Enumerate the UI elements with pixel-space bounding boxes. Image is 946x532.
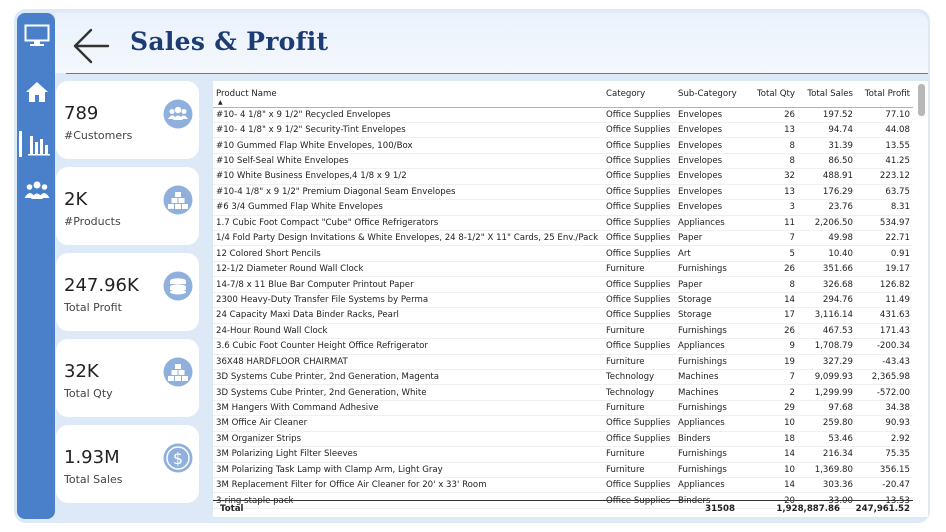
- cell-product-name: 12 Colored Short Pencils: [213, 246, 603, 261]
- table-row[interactable]: [213, 308, 913, 323]
- table-row[interactable]: [213, 323, 913, 338]
- cell-total-qty: 8: [744, 138, 798, 153]
- cell-product-name: 3D Systems Cube Printer, 2nd Generation, White: [213, 385, 603, 400]
- cell-category: Office Supplies: [603, 308, 675, 323]
- kpi-value: 2K: [64, 189, 88, 210]
- cell-total-qty: 18: [744, 431, 798, 446]
- cell-total-sales: 259.80: [798, 416, 856, 431]
- cell-category: Office Supplies: [603, 184, 675, 199]
- cell-total-qty: 29: [744, 400, 798, 415]
- cell-total-sales: 303.36: [798, 478, 856, 493]
- profit-icon: [163, 271, 193, 301]
- cell-category: Office Supplies: [603, 138, 675, 153]
- cell-category: Furniture: [603, 323, 675, 338]
- col-header-sub-category[interactable]: Sub-Category: [675, 81, 744, 107]
- col-header-category[interactable]: Category: [603, 81, 675, 107]
- svg-text:$: $: [172, 449, 184, 468]
- cell-total-sales: 97.68: [798, 400, 856, 415]
- cell-sub-category: Paper: [675, 277, 744, 292]
- cell-sub-category: Storage: [675, 292, 744, 307]
- cell-total-sales: 31.39: [798, 138, 856, 153]
- cell-category: Technology: [603, 369, 675, 384]
- cell-total-qty: 32: [744, 169, 798, 184]
- cell-total-qty: 26: [744, 261, 798, 276]
- cell-total-profit: 75.35: [856, 447, 913, 462]
- cell-sub-category: Envelopes: [675, 122, 744, 137]
- cell-product-name: 3.6 Cubic Foot Counter Height Office Refrigerator: [213, 339, 603, 354]
- cell-product-name: 3-ring staple pack: [213, 493, 603, 508]
- table-row[interactable]: [213, 261, 913, 276]
- cell-category: Office Supplies: [603, 292, 675, 307]
- cell-total-profit: 2.92: [856, 431, 913, 446]
- col-header-total-profit[interactable]: Total Profit: [856, 81, 913, 107]
- cell-category: Office Supplies: [603, 215, 675, 230]
- total-sales: 1,928,887.86: [776, 504, 840, 514]
- cell-category: Office Supplies: [603, 246, 675, 261]
- table-total-row: [213, 500, 913, 517]
- table-row[interactable]: [213, 122, 913, 137]
- cell-total-qty: 11: [744, 215, 798, 230]
- cell-category: Office Supplies: [603, 277, 675, 292]
- cell-category: Office Supplies: [603, 339, 675, 354]
- table-row[interactable]: [213, 153, 913, 168]
- cell-product-name: #10- 4 1/8" x 9 1/2" Security-Tint Envelopes: [213, 122, 603, 137]
- cell-total-profit: 63.75: [856, 184, 913, 199]
- cell-category: Office Supplies: [603, 200, 675, 215]
- cell-total-profit: 431.63: [856, 308, 913, 323]
- kpi-value: 32K: [64, 361, 99, 382]
- cell-product-name: 2300 Heavy-Duty Transfer File Systems by Perma: [213, 292, 603, 307]
- table-row[interactable]: [213, 416, 913, 431]
- product-table: [213, 81, 913, 509]
- cell-sub-category: Envelopes: [675, 184, 744, 199]
- cell-total-profit: 41.25: [856, 153, 913, 168]
- cell-total-qty: 7: [744, 231, 798, 246]
- cell-total-qty: 8: [744, 153, 798, 168]
- cell-category: Office Supplies: [603, 231, 675, 246]
- table-row[interactable]: [213, 339, 913, 354]
- cell-total-qty: 10: [744, 416, 798, 431]
- cell-product-name: #10 Gummed Flap White Envelopes, 100/Box: [213, 138, 603, 153]
- table-row[interactable]: [213, 400, 913, 415]
- cell-category: Furniture: [603, 400, 675, 415]
- cell-total-qty: 8: [744, 277, 798, 292]
- cell-sub-category: Machines: [675, 369, 744, 384]
- cell-sub-category: Furnishings: [675, 400, 744, 415]
- header-divider: [66, 73, 928, 74]
- cell-product-name: 3M Polarizing Task Lamp with Clamp Arm, Light Gray: [213, 462, 603, 477]
- cell-product-name: #10 White Business Envelopes,4 1/8 x 9 1/2: [213, 169, 603, 184]
- table-row[interactable]: [213, 231, 913, 246]
- cell-total-sales: 327.29: [798, 354, 856, 369]
- table-row[interactable]: [213, 369, 913, 384]
- cell-total-sales: 3,116.14: [798, 308, 856, 323]
- cell-product-name: 1.7 Cubic Foot Compact "Cube" Office Refrigerators: [213, 215, 603, 230]
- table-header-row: [213, 81, 913, 107]
- cell-total-sales: 9,099.93: [798, 369, 856, 384]
- table-row[interactable]: [213, 462, 913, 477]
- cell-total-profit: 126.82: [856, 277, 913, 292]
- bar-chart-icon[interactable]: [19, 131, 53, 157]
- cell-sub-category: Appliances: [675, 339, 744, 354]
- col-header-label: Product Name: [216, 88, 277, 99]
- table-row[interactable]: [213, 169, 913, 184]
- kpi-card-products: [56, 167, 199, 245]
- cell-total-sales: 467.53: [798, 323, 856, 338]
- cell-total-sales: 176.29: [798, 184, 856, 199]
- cell-total-qty: 3: [744, 200, 798, 215]
- cell-sub-category: Envelopes: [675, 169, 744, 184]
- products-icon: [163, 185, 193, 215]
- cell-product-name: 3M Hangers With Command Adhesive: [213, 400, 603, 415]
- kpi-label: Total Qty: [64, 387, 113, 400]
- cell-sub-category: Envelopes: [675, 200, 744, 215]
- cell-sub-category: Furnishings: [675, 323, 744, 338]
- table-row[interactable]: [213, 354, 913, 369]
- cell-category: Office Supplies: [603, 416, 675, 431]
- cell-total-profit: 44.08: [856, 122, 913, 137]
- kpi-label: Total Sales: [64, 473, 123, 486]
- cell-category: Office Supplies: [603, 122, 675, 137]
- back-arrow-icon[interactable]: [72, 28, 110, 64]
- cell-total-sales: 1,299.99: [798, 385, 856, 400]
- total-qty: 31508: [705, 504, 735, 514]
- cell-total-sales: 86.50: [798, 153, 856, 168]
- cell-total-profit: 171.43: [856, 323, 913, 338]
- table-row[interactable]: [213, 107, 913, 122]
- cell-category: Office Supplies: [603, 153, 675, 168]
- users-icon[interactable]: [24, 177, 50, 203]
- cell-total-qty: 13: [744, 122, 798, 137]
- kpi-value: 247.96K: [64, 275, 139, 296]
- cell-product-name: 1/4 Fold Party Design Invitations & White Envelopes, 24 8-1/2" X 11" Cards, 25 Env./Pack: [213, 231, 603, 246]
- cell-category: Office Supplies: [603, 478, 675, 493]
- cell-sub-category: Envelopes: [675, 153, 744, 168]
- cell-sub-category: Binders: [675, 431, 744, 446]
- cell-total-profit: -20.47: [856, 478, 913, 493]
- kpi-label: Total Profit: [64, 301, 122, 314]
- cell-total-sales: 94.74: [798, 122, 856, 137]
- table-row[interactable]: [213, 138, 913, 153]
- monitor-icon[interactable]: [24, 23, 50, 49]
- cell-total-qty: 7: [744, 369, 798, 384]
- cell-sub-category: Envelopes: [675, 138, 744, 153]
- cell-product-name: 36X48 HARDFLOOR CHAIRMAT: [213, 354, 603, 369]
- cell-total-sales: 326.68: [798, 277, 856, 292]
- table-row[interactable]: [213, 246, 913, 261]
- cell-product-name: #10- 4 1/8" x 9 1/2" Recycled Envelopes: [213, 107, 603, 122]
- cell-product-name: #10-4 1/8" x 9 1/2" Premium Diagonal Seam Envelopes: [213, 184, 603, 199]
- cell-sub-category: Storage: [675, 308, 744, 323]
- kpi-card-qty: [56, 339, 199, 417]
- cell-sub-category: Machines: [675, 385, 744, 400]
- sort-ascending-icon: ▲: [218, 99, 223, 106]
- cell-product-name: 3M Organizer Strips: [213, 431, 603, 446]
- cell-product-name: #6 3/4 Gummed Flap White Envelopes: [213, 200, 603, 215]
- cell-total-sales: 351.66: [798, 261, 856, 276]
- table-row[interactable]: [213, 478, 913, 493]
- cell-total-profit: 13.53: [856, 493, 913, 508]
- cell-total-qty: 17: [744, 308, 798, 323]
- cell-total-profit: 34.38: [856, 400, 913, 415]
- cell-product-name: 3M Office Air Cleaner: [213, 416, 603, 431]
- cell-total-qty: 14: [744, 478, 798, 493]
- cell-total-qty: 2: [744, 385, 798, 400]
- qty-icon: [163, 357, 193, 387]
- cell-total-qty: 19: [744, 354, 798, 369]
- cell-category: Furniture: [603, 462, 675, 477]
- cell-total-profit: 8.31: [856, 200, 913, 215]
- kpi-card-customers: [56, 81, 199, 159]
- cell-category: Furniture: [603, 261, 675, 276]
- kpi-card-profit: [56, 253, 199, 331]
- cell-sub-category: Furnishings: [675, 447, 744, 462]
- cell-category: Technology: [603, 385, 675, 400]
- cell-total-profit: 22.71: [856, 231, 913, 246]
- cell-total-profit: 19.17: [856, 261, 913, 276]
- kpi-label: #Products: [64, 215, 121, 228]
- cell-sub-category: Binders: [675, 493, 744, 508]
- cell-total-profit: -572.00: [856, 385, 913, 400]
- cell-total-sales: 1,369.80: [798, 462, 856, 477]
- cell-total-profit: 13.55: [856, 138, 913, 153]
- page-title: Sales & Profit: [130, 27, 329, 56]
- cell-category: Furniture: [603, 354, 675, 369]
- table-row[interactable]: [213, 431, 913, 446]
- cell-total-qty: 14: [744, 292, 798, 307]
- cell-total-sales: 33.00: [798, 493, 856, 508]
- cell-total-sales: 488.91: [798, 169, 856, 184]
- cell-product-name: 3D Systems Cube Printer, 2nd Generation, Magenta: [213, 369, 603, 384]
- cell-category: Furniture: [603, 447, 675, 462]
- cell-total-sales: 2,206.50: [798, 215, 856, 230]
- cell-total-qty: 26: [744, 107, 798, 122]
- cell-total-sales: 53.46: [798, 431, 856, 446]
- cell-total-qty: 26: [744, 323, 798, 338]
- cell-total-profit: -43.43: [856, 354, 913, 369]
- table-row[interactable]: [213, 292, 913, 307]
- cell-product-name: #10 Self-Seal White Envelopes: [213, 153, 603, 168]
- cell-category: Office Supplies: [603, 431, 675, 446]
- col-header-total-qty[interactable]: Total Qty: [744, 81, 798, 107]
- cell-product-name: 24-Hour Round Wall Clock: [213, 323, 603, 338]
- cell-sub-category: Furnishings: [675, 462, 744, 477]
- total-label: Total: [220, 504, 244, 514]
- cell-total-sales: 49.98: [798, 231, 856, 246]
- cell-total-qty: 14: [744, 447, 798, 462]
- product-table-visual: [213, 81, 928, 517]
- total-profit: 247,961.52: [855, 504, 910, 514]
- cell-sub-category: Appliances: [675, 215, 744, 230]
- kpi-value: 789: [64, 103, 99, 124]
- kpi-label: #Customers: [64, 129, 133, 142]
- cell-total-profit: -200.34: [856, 339, 913, 354]
- cell-sub-category: Paper: [675, 231, 744, 246]
- col-header-product-name[interactable]: [213, 81, 603, 107]
- table-row[interactable]: [213, 447, 913, 462]
- cell-total-sales: 294.76: [798, 292, 856, 307]
- col-header-total-sales[interactable]: Total Sales: [798, 81, 856, 107]
- customers-icon: [163, 99, 193, 129]
- cell-sub-category: Appliances: [675, 478, 744, 493]
- cell-total-qty: 9: [744, 339, 798, 354]
- sidebar: [17, 13, 55, 519]
- cell-sub-category: Appliances: [675, 416, 744, 431]
- table-scrollbar[interactable]: [918, 84, 925, 116]
- cell-sub-category: Envelopes: [675, 107, 744, 122]
- cell-category: Office Supplies: [603, 493, 675, 508]
- table-row[interactable]: [213, 200, 913, 215]
- cell-total-profit: 90.93: [856, 416, 913, 431]
- cell-total-sales: 10.40: [798, 246, 856, 261]
- cell-total-sales: 23.76: [798, 200, 856, 215]
- cell-total-profit: 11.49: [856, 292, 913, 307]
- cell-total-profit: 356.15: [856, 462, 913, 477]
- cell-total-profit: 77.10: [856, 107, 913, 122]
- cell-total-qty: 20: [744, 493, 798, 508]
- table-row[interactable]: [213, 184, 913, 199]
- cell-product-name: 12-1/2 Diameter Round Wall Clock: [213, 261, 603, 276]
- home-icon[interactable]: [24, 79, 50, 105]
- cell-total-sales: 1,708.79: [798, 339, 856, 354]
- cell-total-profit: 534.97: [856, 215, 913, 230]
- cell-total-profit: 0.91: [856, 246, 913, 261]
- cell-sub-category: Art: [675, 246, 744, 261]
- cell-total-sales: 216.34: [798, 447, 856, 462]
- cell-product-name: 3M Polarizing Light Filter Sleeves: [213, 447, 603, 462]
- cell-sub-category: Furnishings: [675, 261, 744, 276]
- cell-total-sales: 197.52: [798, 107, 856, 122]
- cell-category: Office Supplies: [603, 169, 675, 184]
- cell-total-profit: 223.12: [856, 169, 913, 184]
- cell-product-name: 24 Capacity Maxi Data Binder Racks, Pearl: [213, 308, 603, 323]
- dollar-icon: [163, 443, 193, 473]
- kpi-value: 1.93M: [64, 447, 120, 468]
- cell-total-profit: 2,365.98: [856, 369, 913, 384]
- cell-product-name: 14-7/8 x 11 Blue Bar Computer Printout Paper: [213, 277, 603, 292]
- cell-total-qty: 10: [744, 462, 798, 477]
- table-row[interactable]: [213, 385, 913, 400]
- table-row[interactable]: [213, 215, 913, 230]
- cell-sub-category: Furnishings: [675, 354, 744, 369]
- kpi-card-sales: [56, 425, 199, 503]
- cell-category: Office Supplies: [603, 107, 675, 122]
- cell-product-name: 3M Replacement Filter for Office Air Cleaner for 20' x 33' Room: [213, 478, 603, 493]
- cell-total-qty: 13: [744, 184, 798, 199]
- cell-total-qty: 5: [744, 246, 798, 261]
- table-row[interactable]: [213, 277, 913, 292]
